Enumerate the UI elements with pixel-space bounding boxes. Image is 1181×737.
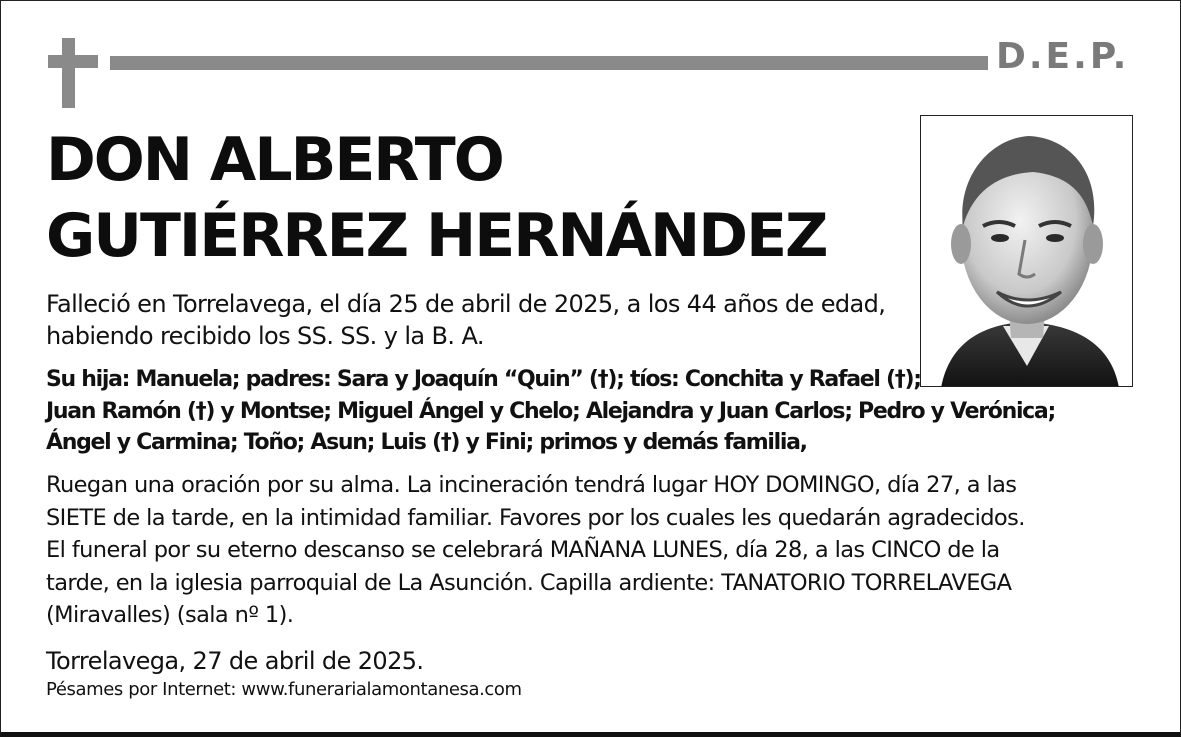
death-notice-line: Falleció en Torrelavega, el día 25 de abril de 2025, a los 44 años de edad, [46,290,886,318]
death-notice-paragraph [46,288,926,352]
ceremony-line: El funeral por su eterno descanso se celebrará MAÑANA LUNES, día 28, a las CINCO de la [46,537,1000,563]
place-date: Torrelavega, 27 de abril de 2025. [46,647,424,675]
name-line-1: DON ALBERTO [46,125,503,195]
cross-icon-bar [48,55,98,68]
cross-icon [62,38,75,108]
family-paragraph [46,364,1156,459]
header-rule [110,56,988,70]
deceased-name [46,122,827,274]
family-line: Juan Ramón (†) y Montse; Miguel Ángel y Chelo; Alejandra y Juan Carlos; Pedro y Verónica; [46,398,1055,424]
death-notice-line: habiendo recibido los SS. SS. y la B. A. [46,322,484,350]
ceremony-line: (Miravalles) (sala nº 1). [46,602,294,628]
family-line: Ángel y Carmina; Toño; Asun; Luis (†) y Fini; primos y demás familia, [46,430,807,455]
portrait-photo-icon [921,116,1133,387]
dep-label: D.E.P. [996,36,1130,77]
ceremony-line: Ruegan una oración por su alma. La incineración tendrá lugar HOY DOMINGO, día 27, a las [46,472,1017,498]
family-line: Su hija: Manuela; padres: Sara y Joaquín “Quin” (†); tíos: Conchita y Rafael (†); [46,367,921,392]
ceremony-paragraph [46,469,1156,632]
condolences-link-text: Pésames por Internet: www.funerarialamontanesa.com [46,679,522,700]
ceremony-line: SIETE de la tarde, en la intimidad familiar. Favores por los cuales les quedarán agradecidos. [46,504,1025,531]
name-line-2: GUTIÉRREZ HERNÁNDEZ [46,201,827,271]
ceremony-line: tarde, en la iglesia parroquial de La Asunción. Capilla ardiente: TANATORIO TORRELAVEGA [46,569,1012,596]
portrait-photo [920,115,1133,387]
